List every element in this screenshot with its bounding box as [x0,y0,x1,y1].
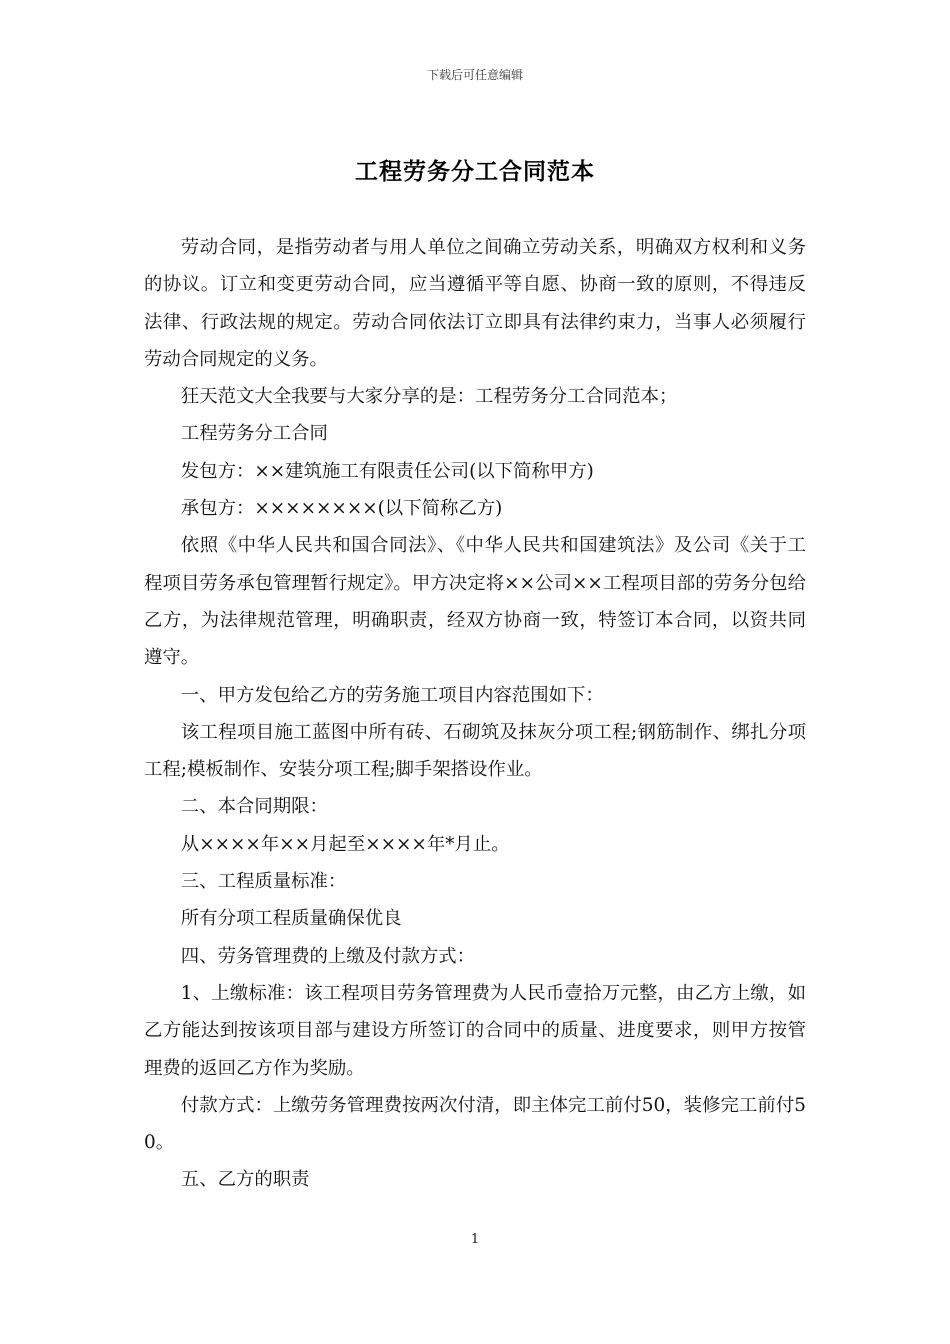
paragraph-share-note: 狂天范文大全我要与大家分享的是：工程劳务分工合同范本； [180,386,678,408]
page-number: 1 [470,1232,480,1247]
paragraph-payment-method: 付款方式：上缴劳务管理费按两次付清，即主体完工前付50，装修完工前付50。 [144,1094,806,1154]
document-title: 工程劳务分工合同范本 [355,159,595,185]
paragraph-legal-basis: 依照《中华人民共和国合同法》、《中华人民共和国建筑法》及公司《关于工程项目劳务承包管理暂行规定》。甲方决定将××公司××工程项目部的劳务分包给乙方，为法律规范管理，明确职责，经双方协商一致，特签订本合同，以资共同遵守。 [144,535,806,669]
section-heading-term: 二、本合同期限： [180,796,328,818]
section-heading-duties: 五、乙方的职责 [180,1169,310,1191]
paragraph-term: 从××××年××月起至××××年*月止。 [180,833,510,855]
section-heading-fees: 四、劳务管理费的上缴及付款方式： [180,945,476,967]
paragraph-party-b: 承包方：××××××××(以下简称乙方) [180,498,503,520]
paragraph-contract-name: 工程劳务分工合同 [180,423,328,445]
document-body [144,229,806,1199]
section-heading-quality: 三、工程质量标准： [180,871,347,893]
paragraph-fee-standard: 1、上缴标准：该工程项目劳务管理费为人民币壹拾万元整，由乙方上缴，如乙方能达到按该项目部与建设方所签订的合同中的质量、进度要求，则甲方按管理费的返回乙方作为奖励。 [144,982,806,1079]
header-note: 下载后可任意编辑 [426,68,523,82]
paragraph-quality: 所有分项工程质量确保优良 [180,908,402,930]
paragraph-intro: 劳动合同，是指劳动者与用人单位之间确立劳动关系，明确双方权利和义务的协议。订立和变更劳动合同，应当遵循平等自愿、协商一致的原则，不得违反法律、行政法规的规定。劳动合同依法订立即具有法律约束力，当事人必须履行劳动合同规定的义务。 [144,237,806,370]
paragraph-scope: 该工程项目施工蓝图中所有砖、石砌筑及抹灰分项工程;钢筋制作、绑扎分项工程;模板制作、安装分项工程;脚手架搭设作业。 [144,721,806,781]
section-heading-scope: 一、甲方发包给乙方的劳务施工项目内容范围如下： [180,684,604,706]
paragraph-party-a: 发包方：××建筑施工有限责任公司(以下简称甲方) [180,460,594,482]
